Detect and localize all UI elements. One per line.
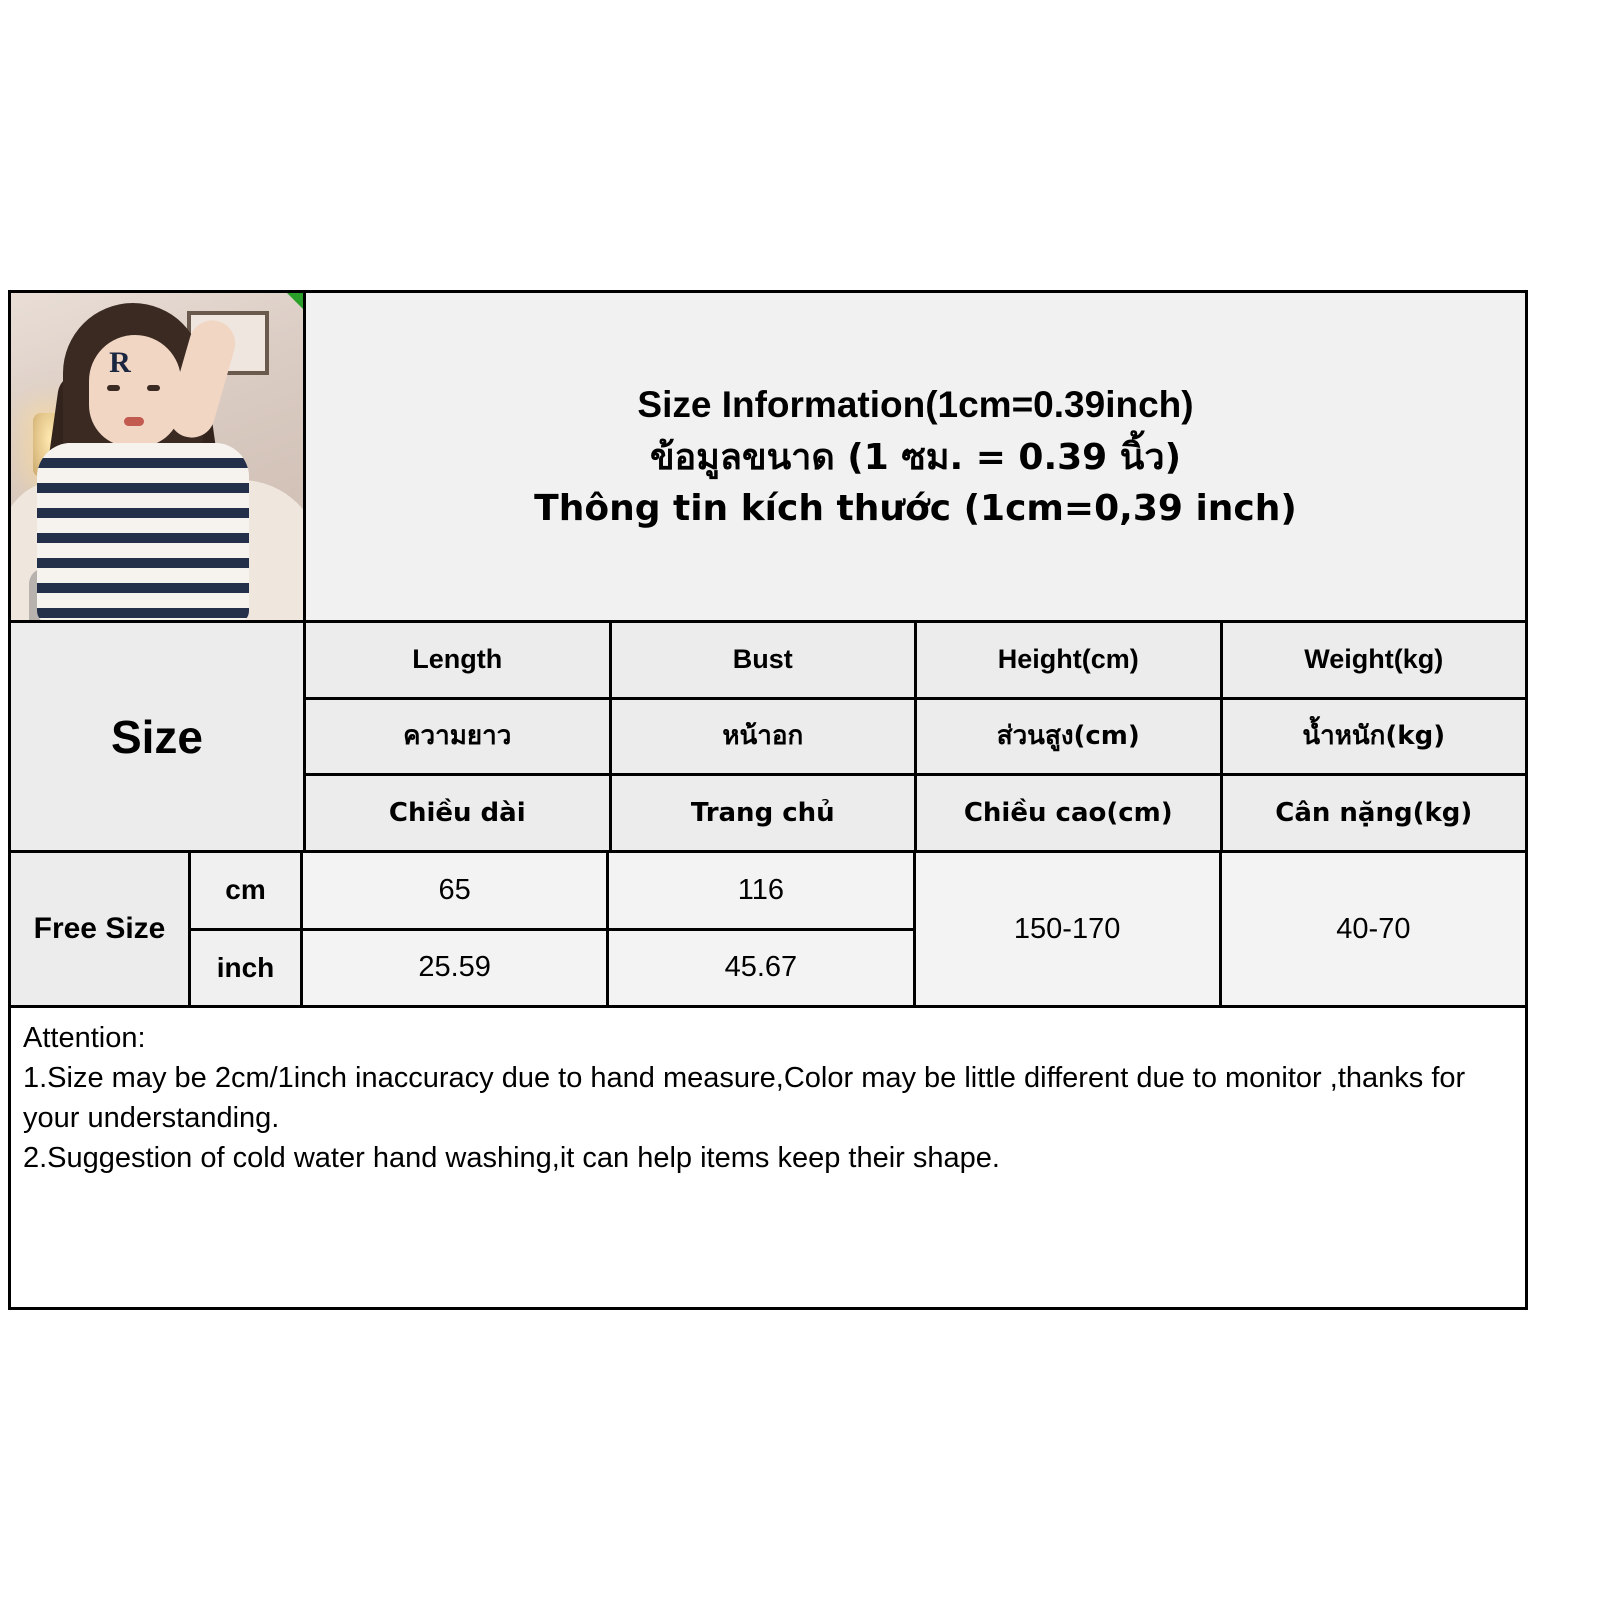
title-line-vi: Thông tin kích thước (1cm=0,39 inch) — [534, 487, 1297, 529]
size-label-cell: Size — [11, 623, 306, 850]
weight-value: 40-70 — [1222, 853, 1525, 1005]
attention-note-1: 1.Size may be 2cm/1inch inaccuracy due to hand measure,Color may be little different due to monitor ,thanks for your understanding. — [23, 1062, 1466, 1135]
column-header-row-en — [306, 623, 1525, 700]
header-weight-vi: Cân nặng(kg) — [1223, 776, 1526, 850]
attention-block — [11, 1008, 1525, 1178]
bust-cm-value: 116 — [609, 853, 912, 931]
header-height-th: ส่วนสูง(cm) — [917, 700, 1223, 774]
photo-eye-right — [147, 385, 160, 391]
column-header-row-th — [306, 700, 1525, 777]
column-header-grid — [306, 623, 1525, 850]
header-bust-en: Bust — [612, 623, 918, 697]
bust-inch-value: 45.67 — [609, 931, 912, 1006]
header-height-en: Height(cm) — [917, 623, 1223, 697]
column-header-row-vi — [306, 776, 1525, 850]
green-corner-marker — [287, 293, 303, 309]
header-length-th: ความยาว — [306, 700, 612, 774]
title-line-th: ข้อมูลขนาด (1 ซม. = 0.39 นิ้ว) — [649, 436, 1182, 478]
column-header-block — [11, 623, 1525, 853]
bust-column — [609, 853, 915, 1005]
header-weight-en: Weight(kg) — [1223, 623, 1526, 697]
unit-cm: cm — [191, 853, 300, 931]
attention-note-2: 2.Suggestion of cold water hand washing,it can help items keep their shape. — [23, 1142, 1000, 1175]
photo-striped-sweater — [37, 443, 249, 620]
row-size-label: Free Size — [11, 853, 191, 1005]
photo-eye-left — [107, 385, 120, 391]
header-length-en: Length — [306, 623, 612, 697]
header-weight-th: น้ำหนัก(kg) — [1223, 700, 1526, 774]
height-value: 150-170 — [916, 853, 1222, 1005]
title-line-en: Size Information(1cm=0.39inch) — [637, 384, 1194, 426]
length-column — [303, 853, 609, 1005]
photo-lips — [124, 417, 144, 426]
chart-header-row — [11, 293, 1525, 623]
length-inch-value: 25.59 — [303, 931, 606, 1006]
length-cm-value: 65 — [303, 853, 606, 931]
product-photo — [11, 293, 306, 620]
attention-heading: Attention: — [23, 1022, 146, 1054]
header-height-vi: Chiều cao(cm) — [917, 776, 1223, 850]
sweater-logo: R — [109, 346, 131, 379]
size-chart-card — [8, 290, 1528, 1310]
title-block — [306, 293, 1525, 620]
table-row — [11, 853, 1525, 1008]
row-unit-column — [191, 853, 303, 1005]
unit-inch: inch — [191, 931, 300, 1006]
header-bust-th: หน้าอก — [612, 700, 918, 774]
header-length-vi: Chiều dài — [306, 776, 612, 850]
header-bust-vi: Trang chủ — [612, 776, 918, 850]
